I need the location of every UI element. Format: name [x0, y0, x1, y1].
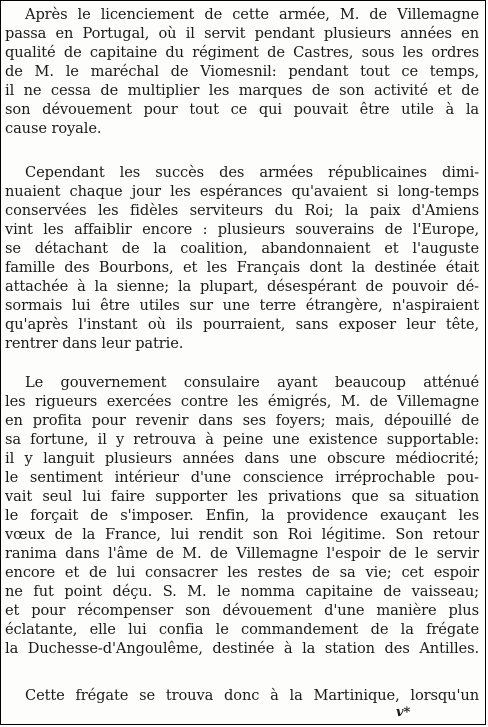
text-line: en profita pour revenir dans ses foyers; mais, dépouillé de	[5, 412, 479, 429]
text-line: rentrer dans leur patrie.	[5, 335, 184, 352]
text-line: ne fut point déçu. S. M. le nomma capitaine de vaisseau;	[5, 583, 479, 600]
text-line: sa fortune, il y retrouva à peine une existence supportable:	[5, 431, 479, 448]
text-line: Après le licenciement de cette armée, M. de Villemagne	[25, 6, 479, 23]
paragraph-licenciement	[5, 5, 479, 138]
text-line: Le gouvernement consulaire ayant beaucoup atténué	[25, 374, 479, 391]
text-line: Cependant les succès des armées républicaines dimi-	[25, 164, 479, 181]
text-line: qualité de capitaine du régiment de Castres, sous les ordres	[5, 44, 479, 61]
text-line: éclatante, elle lui confia le commandement de la frégate	[5, 621, 479, 638]
text-line: conservées les fidèles serviteurs du Roi; la paix d'Amiens	[5, 202, 479, 219]
text-line: famille des Bourbons, et les Français dont la destinée était	[5, 259, 479, 276]
text-line: Cette frégate se trouva donc à la Martinique, lorsqu'un	[25, 687, 479, 704]
text-line: il y languit plusieurs années dans une obscure médiocrité;	[5, 450, 479, 467]
text-line: ranima dans l'âme de M. de Villemagne l'espoir de le servir	[5, 545, 479, 562]
text-line: son dévouement pour tout ce qui pouvait être utile à la	[5, 101, 479, 118]
text-line: cause royale.	[5, 120, 102, 137]
text-line: nuaient chaque jour les espérances qu'avaient si long-temps	[5, 183, 479, 200]
text-line: il ne cessa de multiplier les marques de son activité et de	[5, 82, 479, 99]
text-line: le sentiment intérieur d'une conscience irréprochable pou-	[5, 469, 479, 486]
signature-mark: v*	[396, 705, 411, 720]
paragraph-gouvernement	[5, 373, 479, 658]
text-line: et pour récompenser son dévouement d'une manière plus	[5, 602, 479, 619]
text-line: sormais lui être utiles sur une terre étrangère, n'aspiraient	[5, 297, 479, 314]
text-line: les rigueurs exercées contre les émigrés, M. de Villemagne	[5, 393, 479, 410]
paragraph-fregate	[5, 686, 479, 705]
text-line: qu'après l'instant où ils pourraient, sans exposer leur tête,	[5, 316, 479, 333]
text-line: attachée à la sienne; la plupart, désespérant de pouvoir dé-	[5, 278, 479, 295]
text-line: passa en Portugal, où il servit pendant plusieurs années en	[5, 25, 479, 42]
paragraph-cependant	[5, 163, 479, 353]
text-line: de M. le maréchal de Viomesnil: pendant tout ce temps,	[5, 63, 479, 80]
text-line: vint les affaiblir encore : plusieurs souverains de l'Europe,	[5, 221, 479, 238]
text-line-ship-name: la Duchesse-d'Angoulême, destinée à la station des Antilles.	[5, 640, 479, 657]
text-line: encore et de lui consacrer les restes de sa vie; cet espoir	[5, 564, 479, 581]
text-line: vait seul lui faire supporter les privations que sa situation	[5, 488, 479, 505]
text-line: vœux de la France, lui rendit son Roi légitime. Son retour	[5, 526, 479, 543]
text-line: se détachant de la coalition, abandonnaient et l'auguste	[5, 240, 479, 257]
text-line: le forçait de s'imposer. Enfin, la providence exauçant les	[5, 507, 479, 524]
